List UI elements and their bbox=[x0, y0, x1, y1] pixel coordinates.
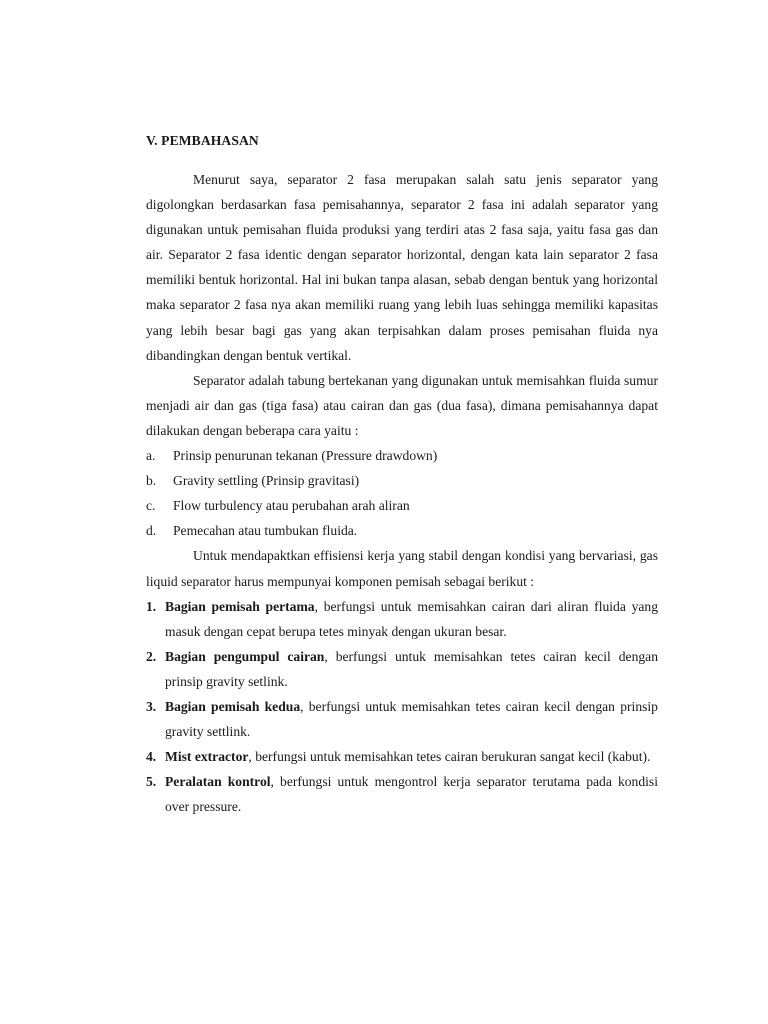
paragraph-separator-definition: Separator adalah tabung bertekanan yang digunakan untuk memisahkan fluida sumur menjadi air dan gas (tiga fasa) atau cairan dan gas (dua fasa), dimana pemisahannya dapat dilakukan dengan beberapa cara yaitu : bbox=[146, 372, 658, 438]
list-item-text: Gravity settling (Prinsip gravitasi) bbox=[173, 473, 360, 489]
separator-components-list bbox=[146, 594, 658, 820]
component-description: , berfungsi untuk memisahkan cairan dari aliran fluida yang masuk dengan cepat berupa tetes minyak dengan ukuran besar. bbox=[165, 598, 658, 639]
component-term: Bagian pemisah pertama bbox=[165, 598, 315, 614]
list-marker: 2. bbox=[146, 648, 157, 664]
list-marker: 3. bbox=[146, 698, 157, 714]
list-item-text: Pemecahan atau tumbukan fluida. bbox=[173, 523, 358, 539]
list-marker: b. bbox=[146, 473, 157, 489]
component-term: Peralatan kontrol bbox=[165, 774, 271, 790]
list-item bbox=[146, 443, 658, 468]
list-marker: a. bbox=[146, 448, 156, 464]
separation-methods-list bbox=[146, 443, 658, 543]
document-page bbox=[146, 133, 658, 819]
paragraph-components-intro: Untuk mendapaktkan effisiensi kerja yang stabil dengan kondisi yang bervariasi, gas liquid separator harus mempunyai komponen pemisah sebagai berikut : bbox=[146, 548, 658, 589]
component-term: Bagian pemisah kedua bbox=[165, 698, 301, 714]
list-marker: 5. bbox=[146, 774, 157, 790]
list-item bbox=[146, 744, 658, 769]
list-item-text: Flow turbulency atau perubahan arah aliran bbox=[173, 498, 410, 514]
section-heading: V. PEMBAHASAN bbox=[146, 133, 259, 148]
list-item bbox=[146, 518, 658, 543]
paragraph-intro: Menurut saya, separator 2 fasa merupakan salah satu jenis separator yang digolongkan berdasarkan fasa pemisahannya, separator 2 fasa ini adalah separator yang digunakan untuk pemisahan fluida produksi yang terdiri atas 2 fasa saja, yaitu fasa gas dan air. Separator 2 fasa identic dengan separator horizontal, dengan kata lain separator 2 fasa memiliki bentuk horizontal. Hal ini bukan tanpa alasan, sebab dengan bentuk yang horizontal maka separator 2 fasa nya akan memiliki ruang yang lebih luas sehingga memiliki kapasitas yang lebih besar bagi gas yang akan terpisahkan dalam proses pemisahan fluida nya dibandingkan dengan bentuk vertikal. bbox=[146, 172, 658, 363]
component-description: , berfungsi untuk mengontrol kerja separator terutama pada kondisi over pressure. bbox=[165, 774, 658, 815]
list-item bbox=[146, 769, 658, 819]
component-description: , berfungsi untuk memisahkan tetes cairan kecil dengan prinsip gravity settlink. bbox=[165, 698, 658, 740]
list-item bbox=[146, 493, 658, 518]
list-marker: d. bbox=[146, 523, 157, 539]
component-description: , berfungsi untuk memisahkan tetes cairan kecil dengan prinsip gravity setlink. bbox=[165, 648, 659, 689]
list-item bbox=[146, 694, 658, 744]
list-item bbox=[146, 468, 658, 493]
component-term: Mist extractor bbox=[165, 749, 249, 765]
list-item bbox=[146, 644, 658, 694]
list-marker: c. bbox=[146, 498, 156, 514]
list-marker: 4. bbox=[146, 749, 157, 765]
component-description: , berfungsi untuk memisahkan tetes cairan berukuran sangat kecil (kabut). bbox=[248, 749, 651, 765]
list-item bbox=[146, 594, 658, 644]
list-item-text: Prinsip penurunan tekanan (Pressure drawdown) bbox=[173, 448, 438, 464]
component-term: Bagian pengumpul cairan bbox=[165, 648, 325, 664]
list-marker: 1. bbox=[146, 598, 157, 614]
